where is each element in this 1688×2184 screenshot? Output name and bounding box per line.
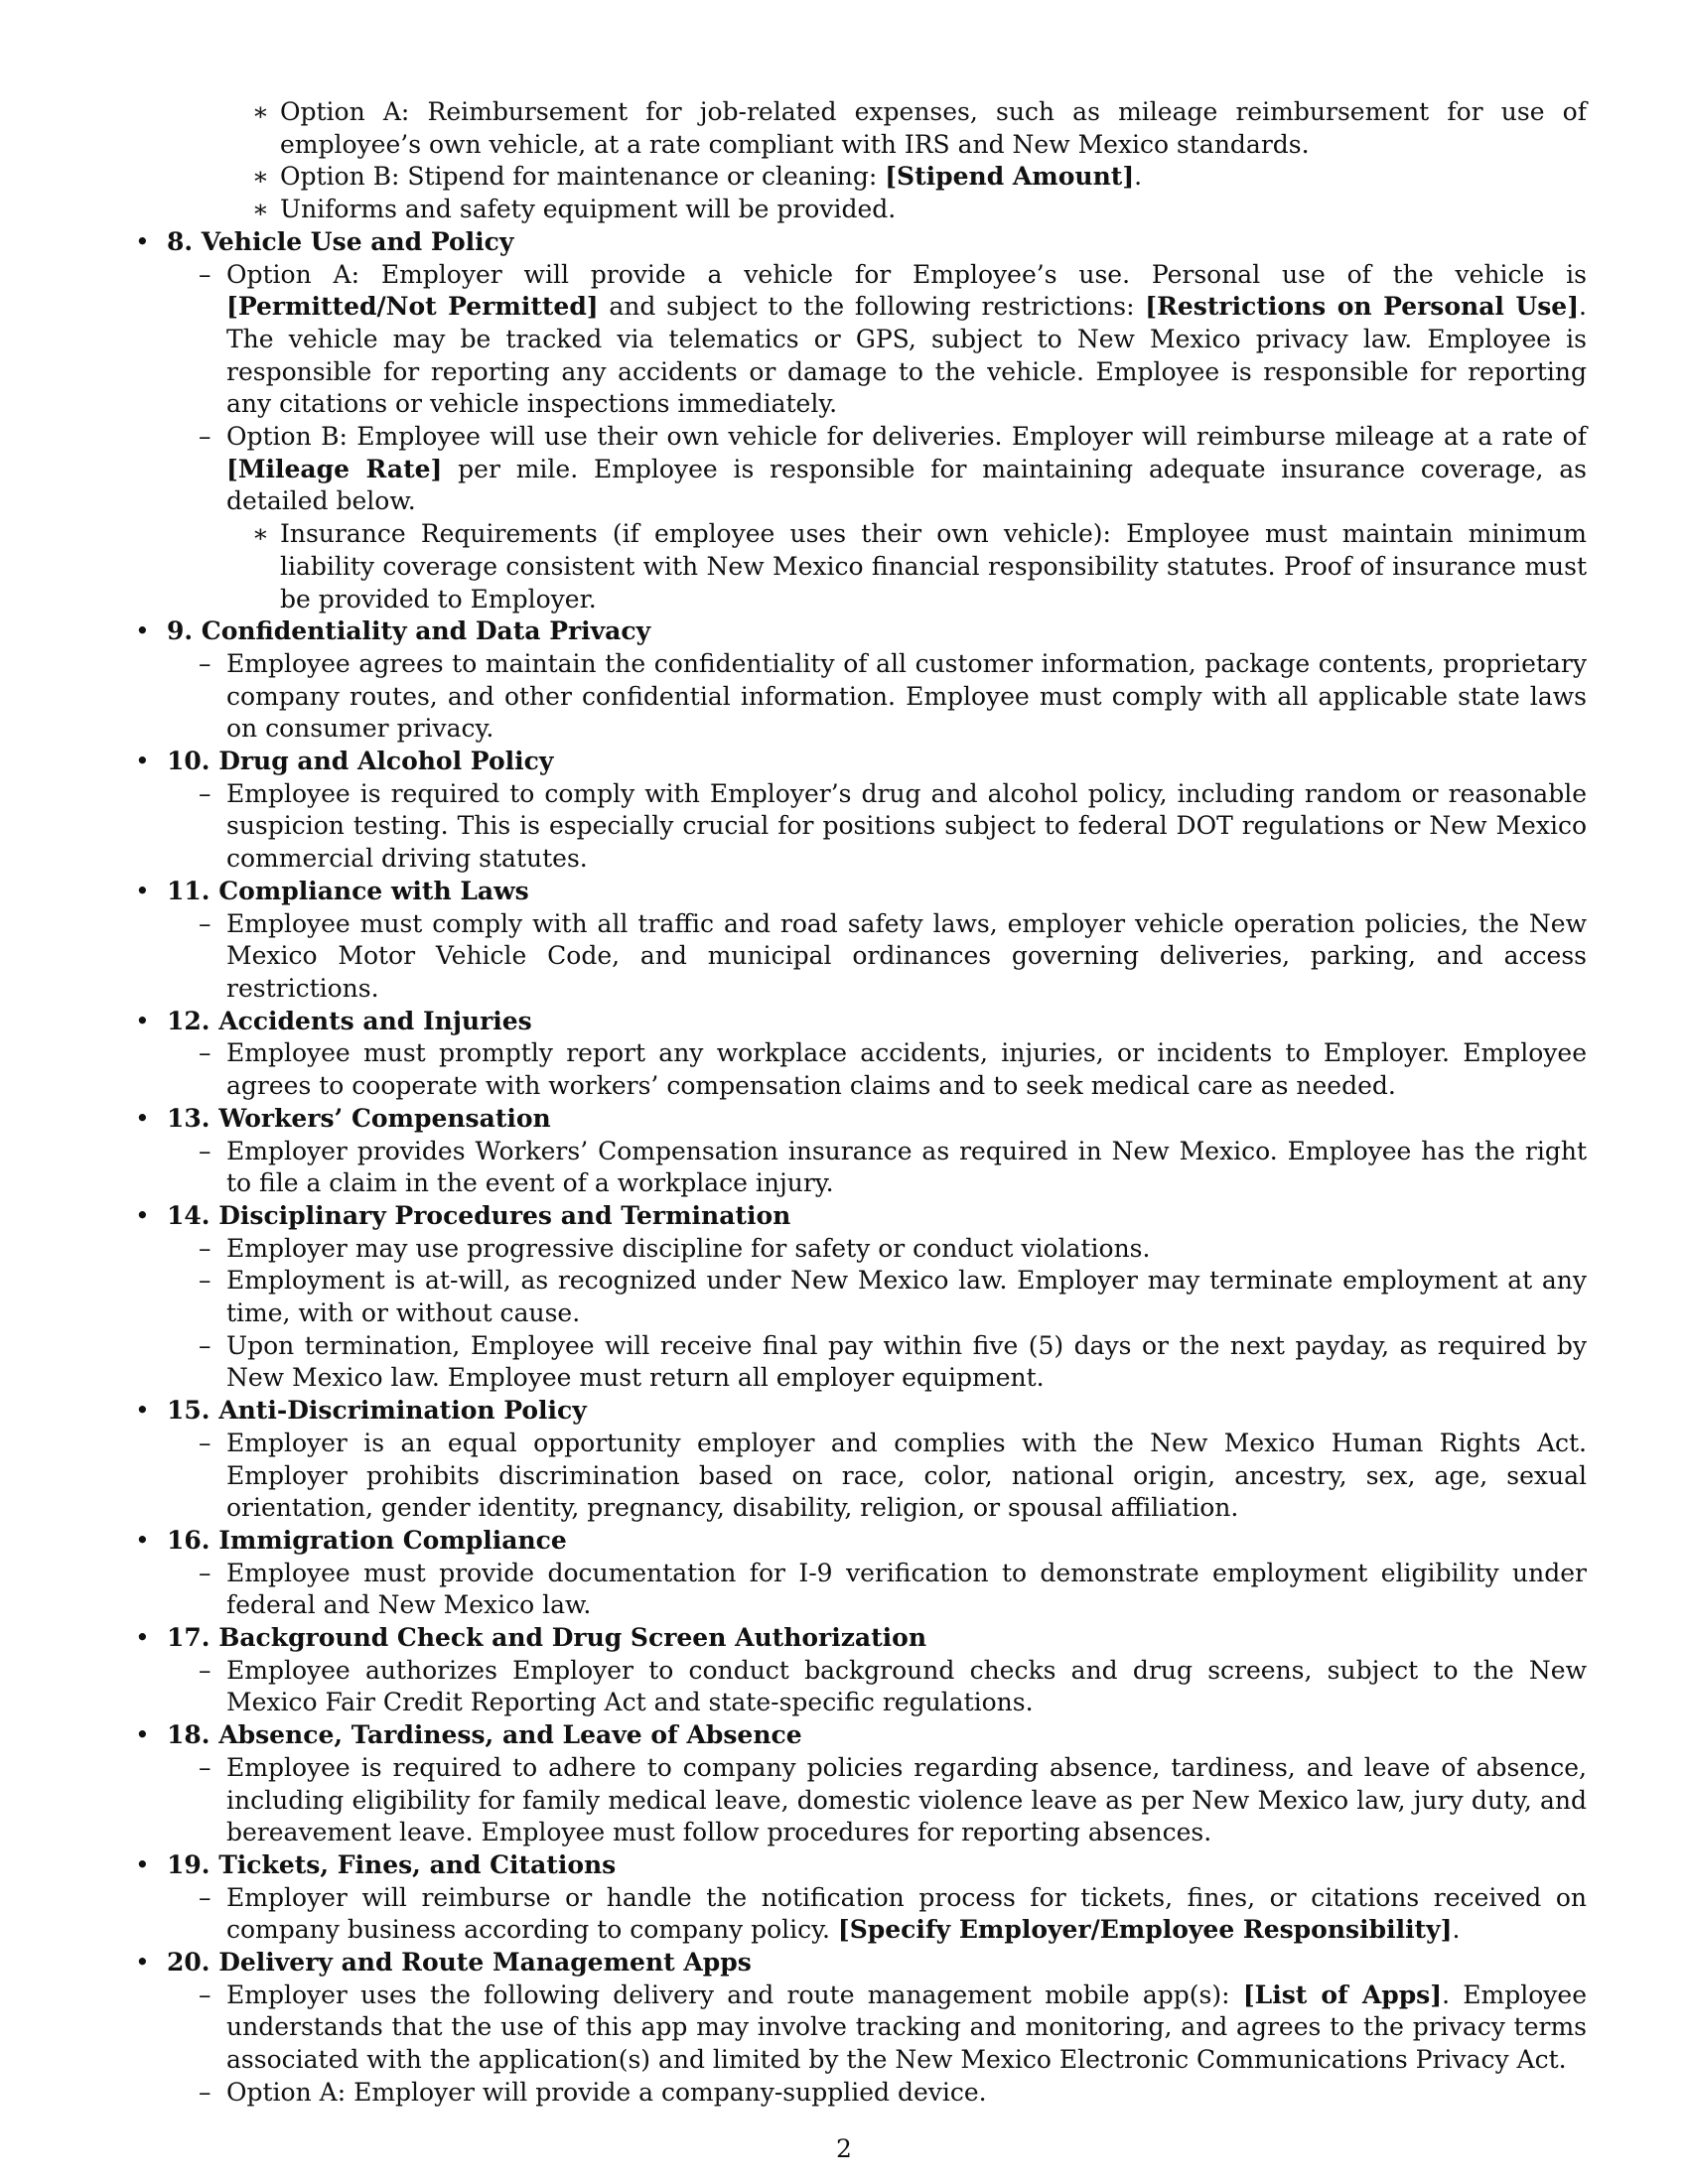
dash-bullet: –	[199, 1428, 211, 1457]
item-text: . The vehicle may be tracked via telematics or GPS, subject to New Mexico privacy law. Employee is responsible for reporting any accidents or damage to the vehicle. Employee is responsible for reporting any citations or vehicle inspections immediately.	[226, 292, 1587, 419]
placeholder-field: [Mileage Rate]	[226, 454, 443, 483]
dash-bullet: –	[199, 1882, 211, 1912]
item-text: Employee must provide documentation for I-9 verification to demonstrate employment eligibility under federal and New Mexico law.	[226, 1558, 1587, 1620]
document-body	[135, 96, 1587, 2110]
sections-list	[135, 226, 1587, 2110]
list-item	[135, 648, 1587, 746]
section-title: 16. Immigration Compliance	[167, 1525, 567, 1555]
lead-item: ∗ Option A: Reimbursement for job-related expenses, such as mileage reimbursement for use of employee’s own vehicle, at a rate compliant with IRS and New Mexico standards.	[252, 97, 1587, 159]
asterisk-bullet: ∗	[252, 162, 269, 192]
bullet-dot: •	[135, 1200, 150, 1230]
section-heading	[135, 226, 1587, 259]
dash-bullet: –	[199, 1266, 211, 1296]
item-text: Option B: Employee will use their own vehicle for deliveries. Employer will reimburse mileage at a rate of	[226, 422, 1587, 452]
dash-bullet: –	[199, 1233, 211, 1263]
asterisk-bullet: ∗	[252, 195, 269, 224]
sub-list-item	[135, 518, 1587, 615]
section-title: 15. Anti-Discrimination Policy	[167, 1396, 587, 1426]
bullet-dot: •	[135, 226, 150, 256]
section-heading	[135, 1103, 1587, 1136]
item-text: Employer provides Workers’ Compensation insurance as required in New Mexico. Employee has the right to file a claim in the event of a workplace injury.	[226, 1136, 1587, 1198]
item-text: . Employee understands that the use of this app may involve tracking and monitoring, and agrees to the privacy terms associated with the application(s) and limited by the New Mexico Electronic Communications Privacy Act.	[226, 1979, 1588, 2075]
item-text: Option A: Employer will provide a vehicle for Employee’s use. Personal use of the vehicle is	[226, 259, 1587, 289]
section-title: 17. Background Check and Drug Screen Authorization	[167, 1623, 927, 1653]
item-text: Employer is an equal opportunity employer and complies with the New Mexico Human Rights Act. Employer prohibits discrimination based on race, color, national origin, ancestry, sex, age, sexual orientation, gender identity, pregnancy, disability, religion, or spousal affiliation.	[226, 1428, 1587, 1523]
item-text: Employment is at-will, as recognized under New Mexico law. Employer may terminate employment at any time, with or without cause.	[226, 1266, 1587, 1328]
placeholder-field: [Permitted/Not Permitted]	[226, 292, 599, 322]
bullet-dot: •	[135, 1720, 150, 1750]
item-text: .	[1452, 1915, 1461, 1945]
lead-item: ∗ Option B: Stipend for maintenance or cleaning: [Stipend Amount].	[135, 161, 1587, 194]
list-item	[135, 1655, 1587, 1719]
bullet-dot: •	[135, 1525, 150, 1555]
dash-bullet: –	[199, 1752, 211, 1782]
list-item	[135, 259, 1587, 422]
lead-item: ∗ Uniforms and safety equipment will be provided.	[135, 194, 1587, 226]
dash-bullet: –	[199, 1136, 211, 1165]
list-item	[135, 1265, 1587, 1329]
list-item	[135, 1233, 1587, 1266]
section-heading	[135, 1525, 1587, 1558]
section-title: 20. Delivery and Route Management Apps	[167, 1948, 752, 1978]
section-heading	[135, 1006, 1587, 1038]
list-item	[135, 1558, 1587, 1622]
list-item	[135, 1752, 1587, 1849]
item-text: Employer may use progressive discipline for safety or conduct violations.	[226, 1233, 1151, 1263]
bullet-dot: •	[135, 747, 150, 776]
section-title: 11. Compliance with Laws	[167, 876, 529, 905]
list-item	[135, 778, 1587, 876]
section-title: 8. Vehicle Use and Policy	[167, 226, 514, 256]
list-item	[135, 1330, 1587, 1395]
section-title: 19. Tickets, Fines, and Citations	[167, 1849, 617, 1879]
section-heading	[135, 1395, 1587, 1428]
section-heading	[135, 615, 1587, 648]
section-heading	[135, 1622, 1587, 1655]
asterisk-bullet: ∗	[252, 97, 269, 126]
dash-bullet: –	[199, 778, 211, 808]
list-item	[135, 421, 1587, 518]
list-item	[135, 1037, 1587, 1102]
section-title: 18. Absence, Tardiness, and Leave of Absence	[167, 1720, 802, 1750]
dash-bullet: –	[199, 422, 211, 452]
bullet-dot: •	[135, 1396, 150, 1426]
section-heading	[135, 1849, 1587, 1882]
dash-bullet: –	[199, 1558, 211, 1587]
section-heading	[135, 1200, 1587, 1233]
list-item	[135, 908, 1587, 1006]
dash-bullet: –	[199, 648, 211, 678]
item-text: Employee authorizes Employer to conduct background checks and drug screens, subject to the New Mexico Fair Credit Reporting Act and state-specific regulations.	[226, 1655, 1587, 1717]
item-text: Employee is required to adhere to company policies regarding absence, tardiness, and leave of absence, including eligibility for family medical leave, domestic violence leave as per New Mexico law, jury duty, and bereavement leave. Employee must follow procedures for reporting absences.	[226, 1752, 1587, 1847]
bullet-dot: •	[135, 616, 150, 646]
list-item	[135, 1428, 1587, 1525]
placeholder-field: [List of Apps]	[1242, 1979, 1443, 2009]
item-text: Option A: Employer will provide a company-supplied device.	[226, 2077, 987, 2107]
bullet-dot: •	[135, 1623, 150, 1653]
bullet-dot: •	[135, 876, 150, 905]
item-text: Employee must comply with all traffic and road safety laws, employer vehicle operation policies, the New Mexico Motor Vehicle Code, and municipal ordinances governing deliveries, parking, and access restrictions.	[226, 908, 1587, 1003]
item-text: Employee is required to comply with Employer’s drug and alcohol policy, including random or reasonable suspicion testing. This is especially crucial for positions subject to federal DOT regulations or New Mexico commercial driving statutes.	[226, 778, 1587, 874]
item-text: Employee must promptly report any workplace accidents, injuries, or incidents to Employer. Employee agrees to cooperate with workers’ compensation claims and to seek medical care as needed.	[226, 1038, 1587, 1101]
dash-bullet: –	[199, 259, 211, 289]
item-text: per mile. Employee is responsible for maintaining adequate insurance coverage, as detailed below.	[226, 454, 1587, 516]
section-heading	[135, 876, 1587, 908]
bullet-dot: •	[135, 1849, 150, 1879]
item-text: Upon termination, Employee will receive final pay within five (5) days or the next payday, as required by New Mexico law. Employee must return all employer equipment.	[226, 1330, 1587, 1393]
section-heading	[135, 746, 1587, 778]
page-number: 2	[836, 2134, 852, 2163]
placeholder-field: [Specify Employer/Employee Responsibility]	[837, 1915, 1453, 1945]
placeholder-field: [Restrictions on Personal Use]	[1145, 292, 1580, 322]
section-title: 13. Workers’ Compensation	[167, 1103, 551, 1133]
section-title: 12. Accidents and Injuries	[167, 1006, 532, 1035]
section-title: 10. Drug and Alcohol Policy	[167, 747, 554, 776]
item-text: and subject to the following restrictions:	[598, 292, 1146, 322]
item-text: Employer will reimburse or handle the notification process for tickets, fines, or citations received on company business according to company policy.	[226, 1882, 1587, 1945]
list-item	[135, 2077, 1587, 2110]
dash-bullet: –	[199, 908, 211, 938]
dash-bullet: –	[199, 1038, 211, 1068]
bullet-dot: •	[135, 1948, 150, 1978]
bullet-dot: •	[135, 1006, 150, 1035]
asterisk-bullet: ∗	[252, 519, 269, 549]
dash-bullet: –	[199, 2077, 211, 2107]
item-text: Employee agrees to maintain the confidentiality of all customer information, package contents, proprietary company routes, and other confidential information. Employee must comply with all applicable state laws on consumer privacy.	[226, 648, 1587, 744]
item-text: Insurance Requirements (if employee uses their own vehicle): Employee must maintain minimum liability coverage consistent with New Mexico financial responsibility statutes. Proof of insurance must be provided to Employer.	[280, 519, 1587, 614]
list-item	[135, 1136, 1587, 1200]
bullet-dot: •	[135, 1103, 150, 1133]
list-item	[135, 1882, 1587, 1947]
section-title: 9. Confidentiality and Data Privacy	[167, 616, 651, 646]
dash-bullet: –	[199, 1655, 211, 1685]
item-text: Employer uses the following delivery and route management mobile app(s):	[226, 1979, 1243, 2009]
dash-bullet: –	[199, 1979, 211, 2009]
section-heading	[135, 1719, 1587, 1752]
section-title: 14. Disciplinary Procedures and Termination	[167, 1200, 791, 1230]
dash-bullet: –	[199, 1330, 211, 1360]
section-heading	[135, 1947, 1587, 1979]
list-item	[135, 1979, 1587, 2077]
